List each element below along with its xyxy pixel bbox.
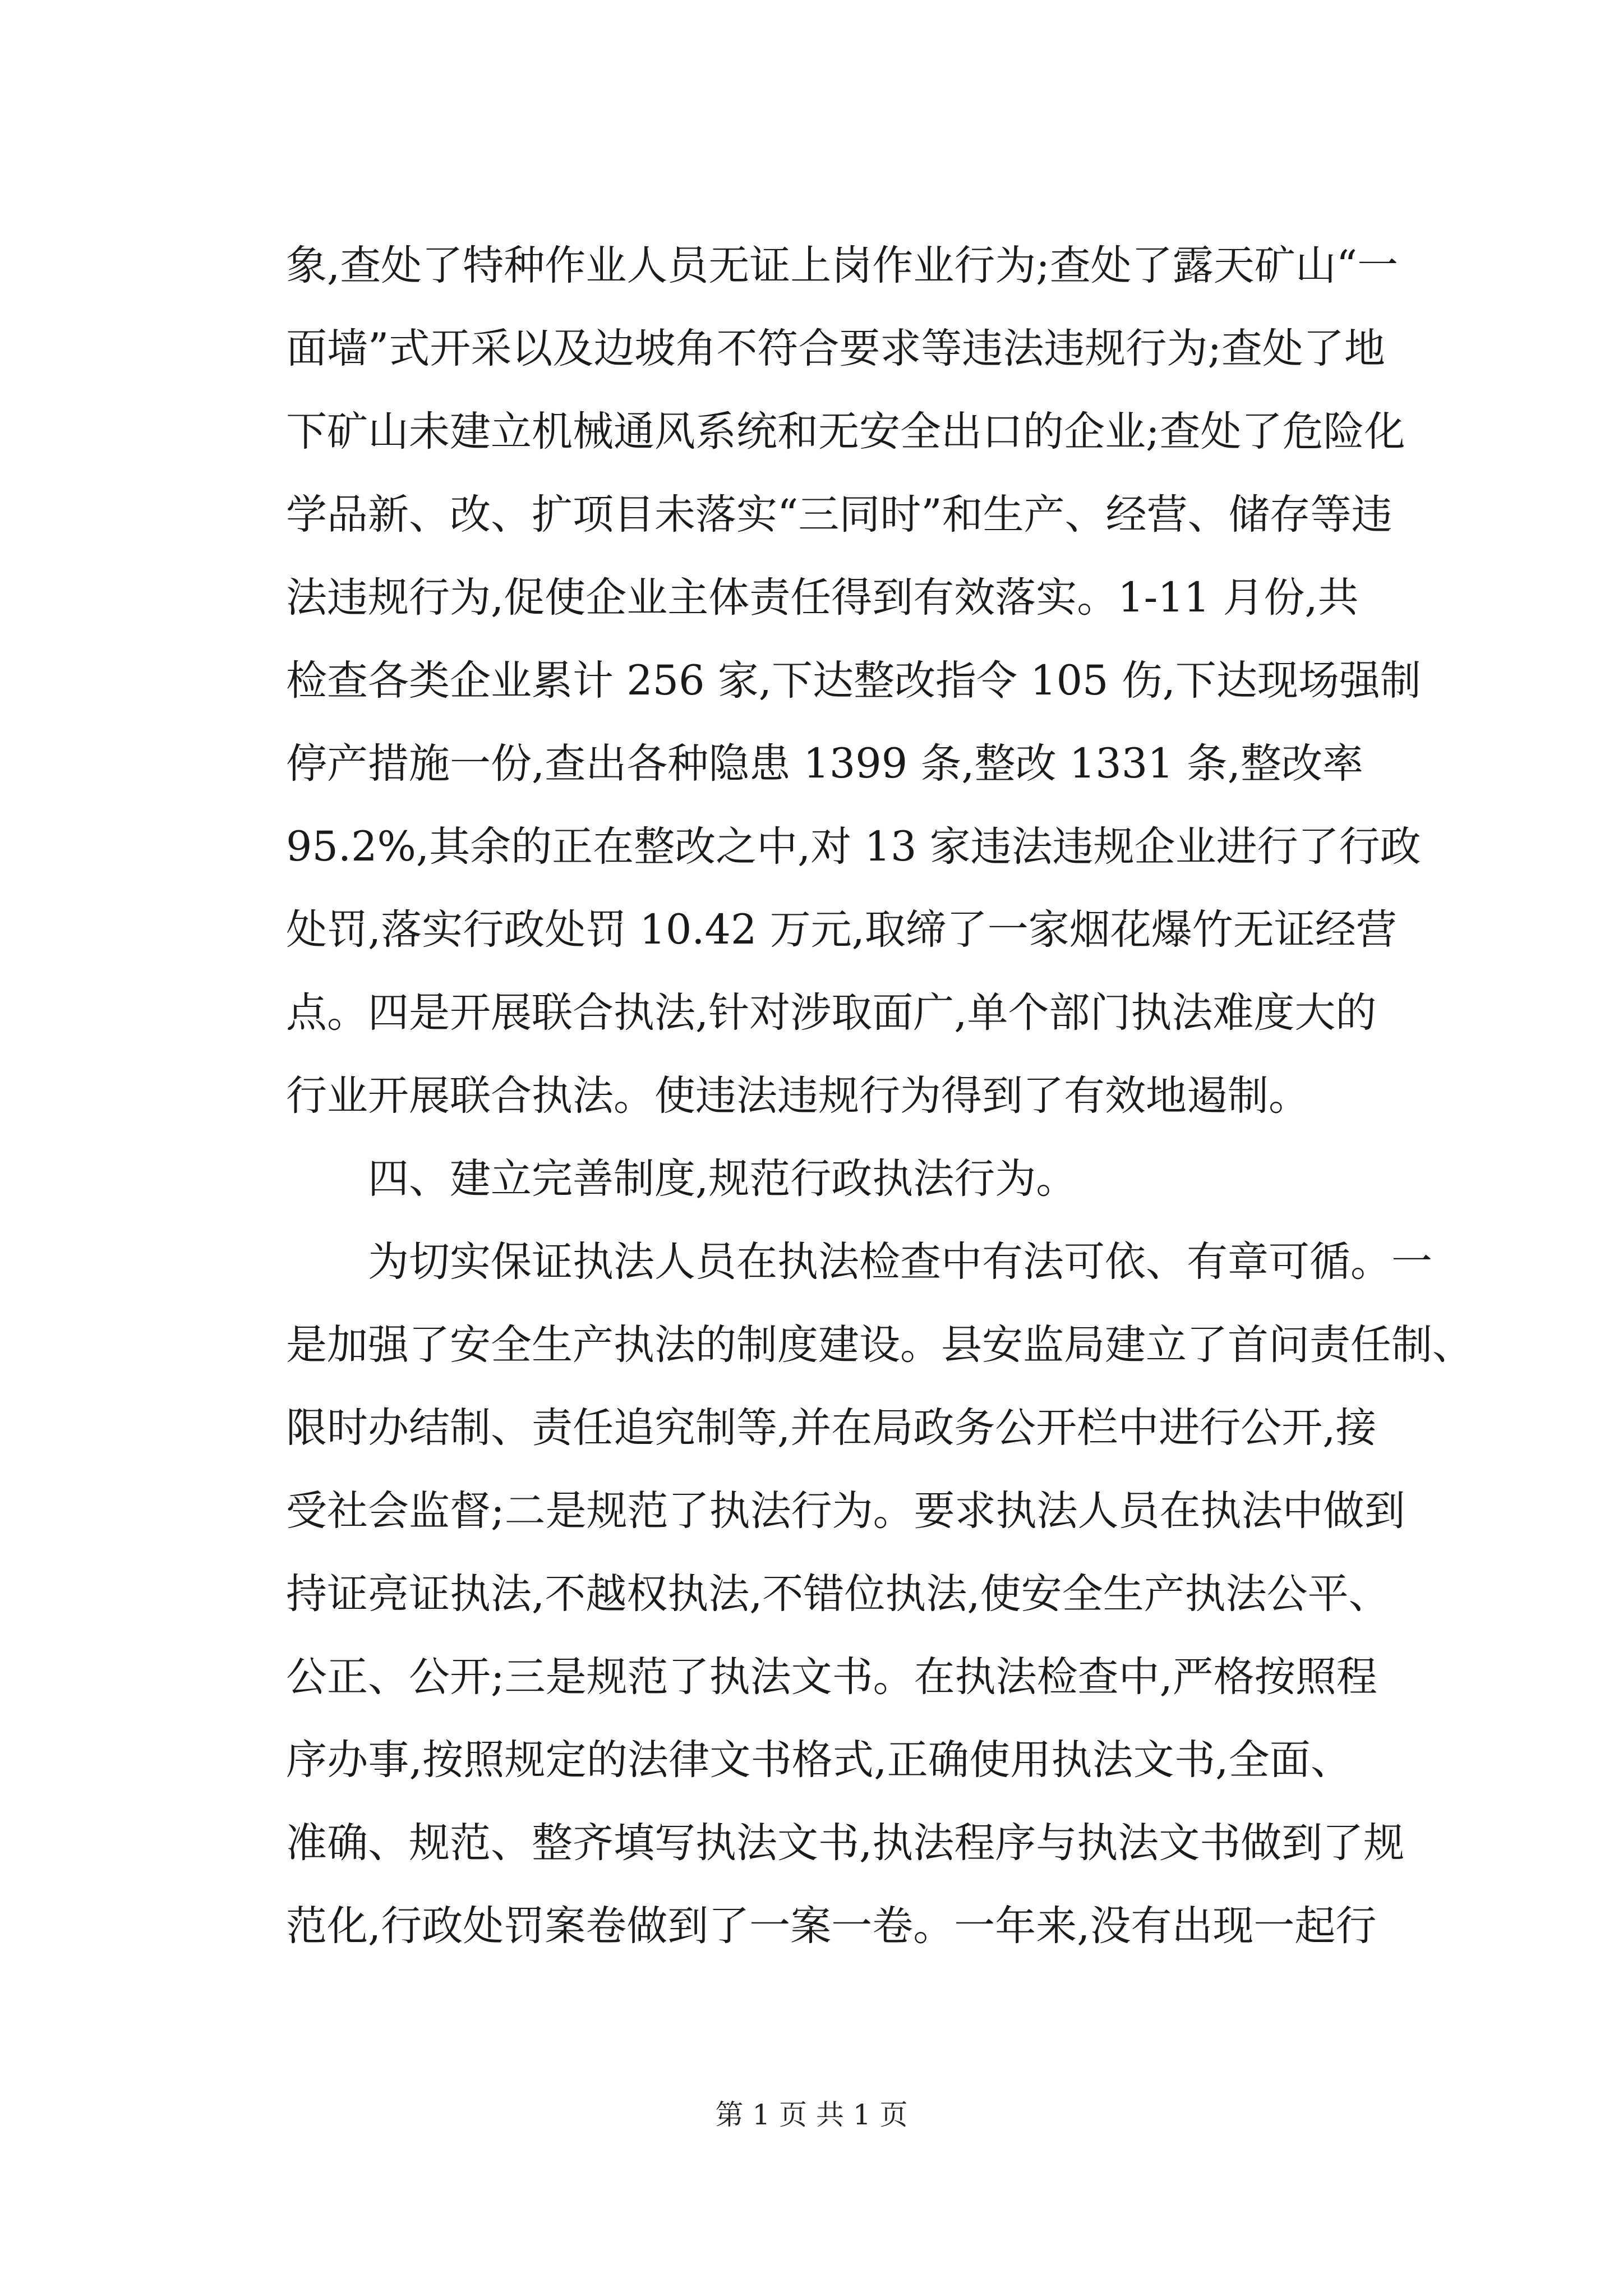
- text-line: 公正、公开;三是规范了执法文书。在执法检查中,严格按照程: [286, 1653, 1377, 1701]
- text-line: 检查各类企业累计 256 家,下达整改指令 105 伤,下达现场强制: [286, 657, 1421, 705]
- text-line: 下矿山未建立机械通风系统和无安全出口的企业;查处了危险化: [286, 408, 1405, 455]
- text-line: 是加强了安全生产执法的制度建设。县安监局建立了首问责任制、: [286, 1321, 1473, 1369]
- text-line: 限时办结制、责任追究制等,并在局政务公开栏中进行公开,接: [286, 1404, 1377, 1452]
- text-line: 95.2%,其余的正在整改之中,对 13 家违法违规企业进行了行政: [286, 823, 1421, 871]
- text-line: 为切实保证执法人员在执法检查中有法可依、有章可循。一: [368, 1238, 1432, 1286]
- section-heading: 四、建立完善制度,规范行政执法行为。: [368, 1155, 1077, 1203]
- text-line: 处罚,落实行政处罚 10.42 万元,取缔了一家烟花爆竹无证经营: [286, 906, 1397, 954]
- text-line: 范化,行政处罚案卷做到了一案一卷。一年来,没有出现一起行: [286, 1902, 1377, 1950]
- document-body: [286, 224, 1473, 1968]
- text-line: 准确、规范、整齐填写执法文书,执法程序与执法文书做到了规: [286, 1819, 1405, 1867]
- text-line: 停产措施一份,查出各种隐患 1399 条,整改 1331 条,整改率: [286, 740, 1363, 788]
- text-line: 点。四是开展联合执法,针对涉取面广,单个部门执法难度大的: [286, 989, 1377, 1037]
- text-line: 行业开展联合执法。使违法违规行为得到了有效地遏制。: [286, 1072, 1310, 1120]
- page-footer: 第 1 页 共 1 页: [715, 2099, 908, 2131]
- text-line: 序办事,按照规定的法律文书格式,正确使用执法文书,全面、: [286, 1736, 1352, 1784]
- text-line: 象,查处了特种作业人员无证上岗作业行为;查处了露天矿山“一: [286, 242, 1399, 289]
- text-line: 受社会监督;二是规范了执法行为。要求执法人员在执法中做到: [286, 1487, 1405, 1535]
- text-line: 学品新、改、扩项目未落实“三同时”和生产、经营、储存等违: [286, 491, 1393, 539]
- text-line: 持证亮证执法,不越权执法,不错位执法,使安全生产执法公平、: [286, 1570, 1390, 1618]
- text-line: 面墙”式开采以及边坡角不符合要求等违法违规行为;查处了地: [286, 325, 1385, 372]
- text-line: 法违规行为,促使企业主体责任得到有效落实。1-11 月份,共: [286, 574, 1359, 622]
